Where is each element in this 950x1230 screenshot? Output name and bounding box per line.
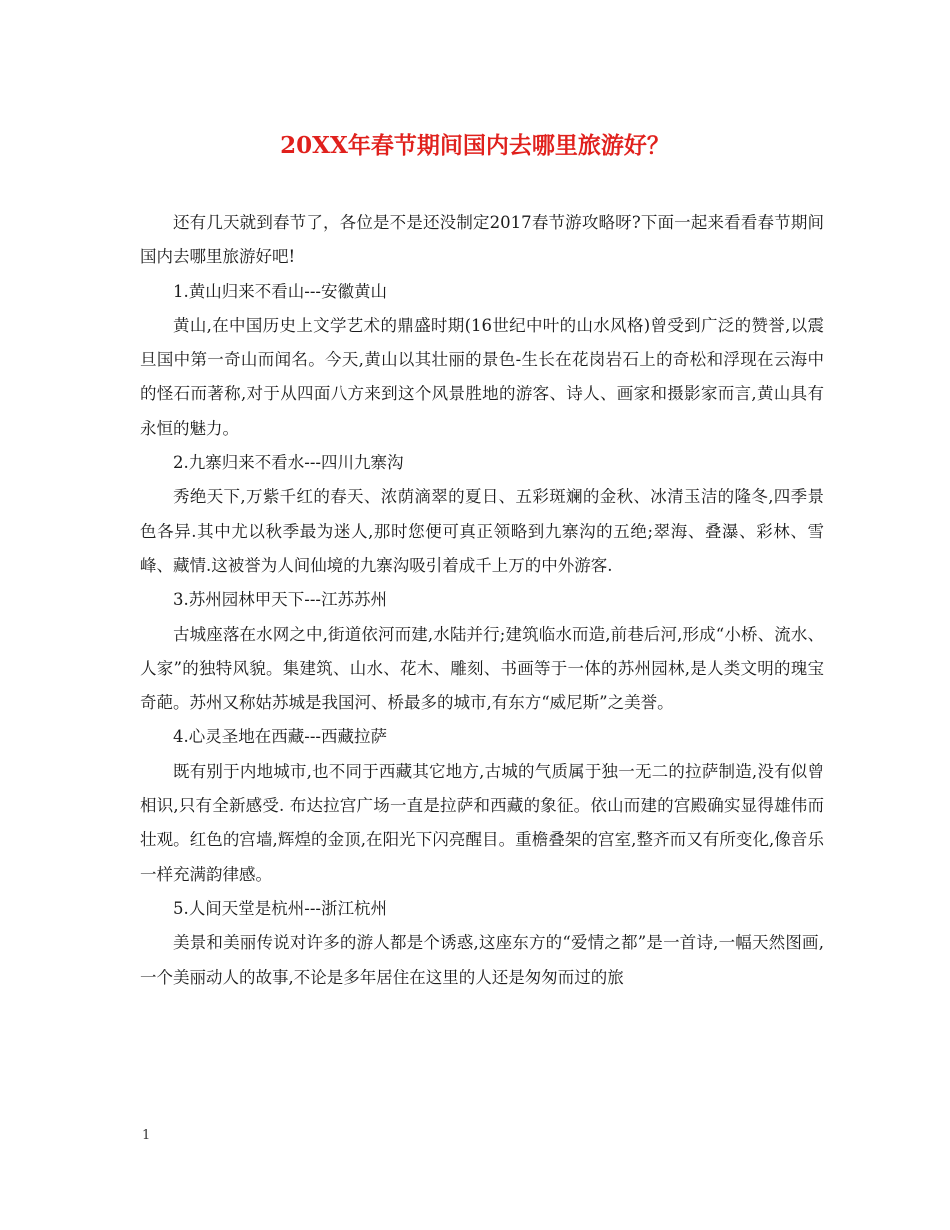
paragraph-jiuzhaigou: 秀绝天下,万紫千红的春天、浓荫滴翠的夏日、五彩斑斓的金秋、冰清玉洁的隆冬,四季景色各异.其中尤以秋季最为迷人,那时您便可真正领略到九寨沟的五绝;翠海、叠瀑、彩林、雪峰、藏情.这被誉为人间仙境的九寨沟吸引着成千上万的中外游客.: [140, 487, 824, 575]
paragraph-hangzhou: 美景和美丽传说对许多的游人都是个诱惑,这座东方的“爱情之都”是一首诗,一幅天然图画,一个美丽动人的故事,不论是多年居住在这里的人还是匆匆而过的旅: [140, 933, 824, 987]
section-heading-suzhou: 3.苏州园林甲天下---江苏苏州: [173, 590, 387, 610]
paragraph-huangshan: 黄山,在中国历史上文学艺术的鼎盛时期(16世纪中叶的山水风格)曾受到广泛的赞誉,以震旦国中第一奇山而闻名。今天,黄山以其壮丽的景色-生长在花岗岩石上的奇松和浮现在云海中的怪石而著称,对于从四面八方来到这个风景胜地的游客、诗人、画家和摄影家而言,黄山具有永恒的魅力。: [140, 315, 824, 438]
section-heading-jiuzhaigou: 2.九寨归来不看水---四川九寨沟: [173, 453, 404, 473]
section-heading-hangzhou: 5.人间天堂是杭州---浙江杭州: [173, 898, 387, 918]
section-heading-huangshan: 1.黄山归来不看山---安徽黄山: [173, 281, 387, 301]
intro-paragraph: 还有几天就到春节了，各位是不是还没制定2017春节游攻略呀?下面一起来看看春节期间国内去哪里旅游好吧!: [140, 213, 824, 267]
page-number: 1: [142, 1128, 151, 1143]
document-title: 20XX年春节期间国内去哪里旅游好？: [280, 132, 670, 159]
document-body: [140, 206, 824, 995]
section-heading-lhasa: 4.心灵圣地在西藏---西藏拉萨: [173, 727, 387, 747]
paragraph-suzhou: 古城座落在水网之中,街道依河而建,水陆并行;建筑临水而造,前巷后河,形成“小桥、流水、人家”的独特风貌。集建筑、山水、花木、雕刻、书画等于一体的苏州园林,是人类文明的瑰宝奇葩。苏州又称姑苏城是我国河、桥最多的城市,有东方“威尼斯”之美誉。: [140, 624, 824, 713]
paragraph-lhasa: 既有别于内地城市,也不同于西藏其它地方,古城的气质属于独一无二的拉萨制造,没有似曾相识,只有全新感受. 布达拉宫广场一直是拉萨和西藏的象征。依山而建的宫殿确实显得雄伟而壮观。红色的宫墙,辉煌的金顶,在阳光下闪亮醒目。重檐叠架的宫室,整齐而又有所变化,像音乐一样充满韵律感。: [140, 761, 824, 884]
